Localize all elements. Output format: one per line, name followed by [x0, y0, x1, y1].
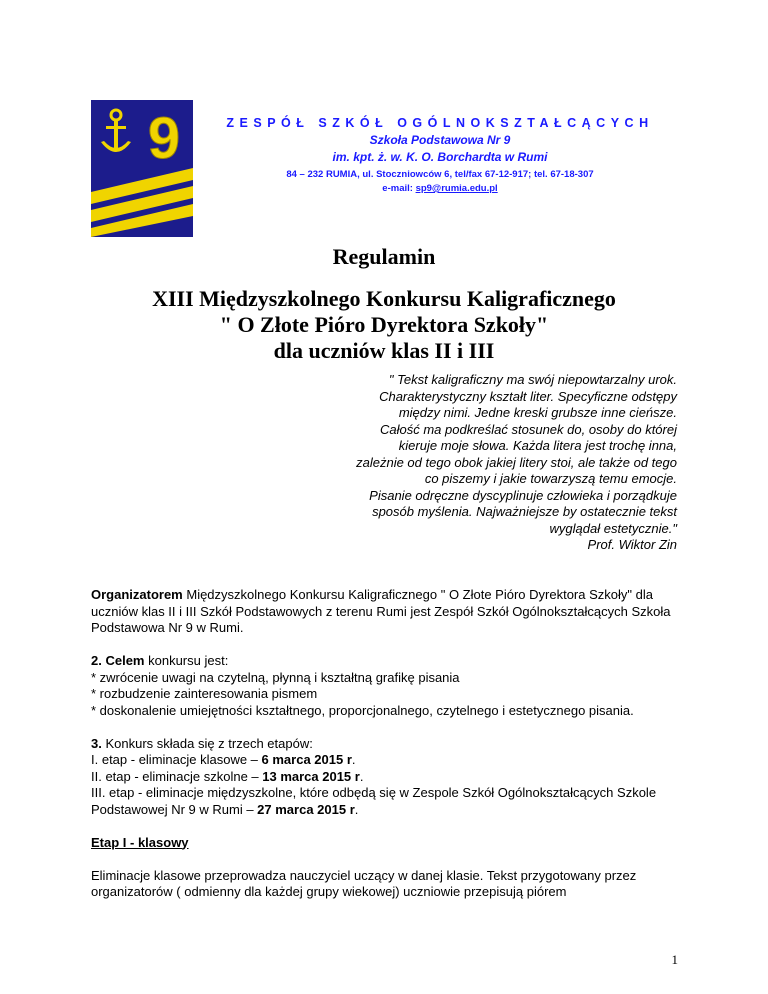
subtitle-line-3: dla uczniów klas II i III: [273, 338, 495, 363]
school-header: [200, 115, 680, 195]
school-address: 84 – 232 RUMIA, ul. Stoczniowców 6, tel/fax 67-12-917; tel. 67-18-307: [286, 169, 594, 180]
school-patron: im. kpt. ż. w. K. O. Borchardta w Rumi: [332, 150, 548, 164]
svg-text:9: 9: [147, 106, 181, 171]
quote-line: wyglądał estetycznie.": [549, 520, 677, 536]
quote-line: co piszemy i jakie towarzyszą temu emocje.: [424, 471, 677, 486]
quote-line: kieruje moje słowa. Każda litera jest trochę inna,: [398, 438, 677, 453]
goal-text: konkursu jest:: [144, 653, 229, 668]
stage-dot: .: [351, 752, 356, 767]
school-subtitle: Szkoła Podstawowa Nr 9: [369, 133, 511, 147]
quote-line: zależnie od tego obok jakiej litery stoi, ale także od tego: [356, 454, 677, 470]
etap1-heading: [91, 835, 681, 852]
organizer-bold: Organizatorem: [91, 587, 183, 602]
quote-line: między nimi. Jedne kreski grubsze inne cieńsze.: [398, 405, 677, 420]
goal-item: * rozbudzenie zainteresowania pismem: [91, 686, 318, 701]
stage-3-date: 27 marca 2015 r: [257, 801, 355, 817]
doc-subtitle: [0, 286, 768, 364]
stages-text: Konkurs składa się z trzech etapów:: [101, 735, 313, 751]
stage-1: I. etap - eliminacje klasowe –: [91, 752, 262, 767]
quote-line: sposób myślenia. Najważniejsze by ostatecznie tekst: [372, 504, 677, 519]
subtitle-line-1: XIII Międzyszkolnego Konkursu Kaligraficznego: [152, 286, 616, 311]
quote-line: " Tekst kaligraficzny ma swój niepowtarzalny urok.: [388, 372, 677, 387]
body-text: [91, 587, 681, 917]
stage-dot: .: [354, 801, 359, 817]
school-email-line: [200, 182, 680, 195]
subtitle-line-2: " O Złote Pióro Dyrektora Szkoły": [219, 312, 549, 337]
goal-paragraph: [91, 653, 681, 719]
stage-dot: .: [359, 768, 364, 784]
school-logo: [91, 100, 193, 237]
goal-item: * doskonalenie umiejętności kształtnego, proporcjonalnego, czytelnego i estetycznego pisania.: [91, 702, 634, 718]
goal-item: * zwrócenie uwagi na czytelną, płynną i kształtną grafikę pisania: [91, 669, 460, 685]
email-link[interactable]: sp9@rumia.edu.pl: [415, 183, 498, 194]
quote-author: Prof. Wiktor Zin: [587, 537, 677, 552]
quote-block: [317, 372, 677, 554]
goal-bold: Celem: [105, 653, 145, 668]
school-name: ZESPÓŁ SZKÓŁ OGÓLNOKSZTAŁCĄCYCH: [226, 116, 654, 130]
quote-line: Charakterystyczny kształt liter. Specyficzne odstępy: [379, 388, 677, 404]
etap1-heading-text: Etap I - klasowy: [91, 834, 189, 850]
stages-paragraph: [91, 736, 681, 819]
etap1-paragraph: Eliminacje klasowe przeprowadza nauczyciel uczący w danej klasie. Tekst przygotowany przez organizatorów ( odmienny dla każdej grupy wiekowej) uczniowie przepisują piórem: [91, 867, 637, 899]
stage-2: II. etap - eliminacje szkolne –: [91, 768, 263, 784]
quote-line: Pisanie odręczne dyscyplinuje człowieka i porządkuje: [369, 487, 677, 503]
doc-title: Regulamin: [332, 244, 436, 269]
stages-num: 3.: [91, 735, 102, 751]
stage-1-date: 6 marca 2015 r: [261, 752, 352, 767]
page-number: 1: [671, 952, 678, 967]
organizer-text: Międzyszkolnego Konkursu Kaligraficznego " O Złote Pióro Dyrektora Szkoły" dla uczniów klas II i III Szkół Podstawowych z terenu Rumi jest Zespół Szkół Ogólnokształcących Szkoła Podstawowa Nr 9 w Rumi.: [91, 587, 671, 635]
organizer-paragraph: [91, 587, 681, 637]
stage-2-date: 13 marca 2015 r: [262, 768, 360, 784]
email-label: e-mail:: [382, 183, 416, 194]
stage-3: III. etap - eliminacje międzyszkolne, które odbędą się w Zespole Szkół Ogólnokształcących Szkole Podstawowej Nr 9 w Rumi –: [91, 785, 657, 817]
quote-line: Całość ma podkreślać stosunek do, osoby do której: [380, 421, 677, 437]
goal-num: 2.: [91, 653, 106, 668]
